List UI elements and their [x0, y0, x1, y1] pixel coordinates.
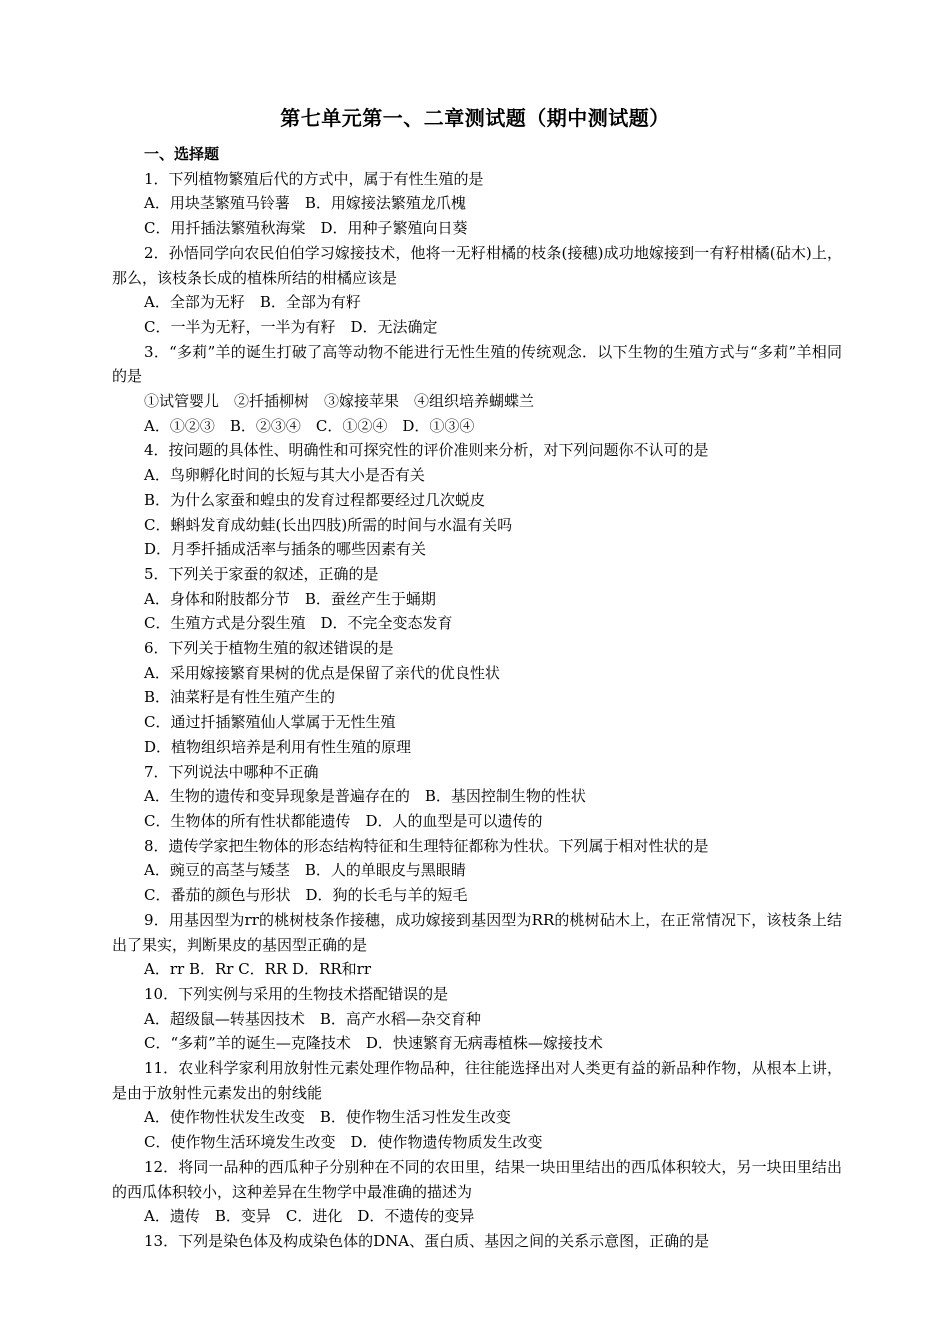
answer-option-line: B．为什么家蚕和蝗虫的发育过程都要经过几次蜕皮 — [144, 490, 486, 509]
answer-option-line: C．使作物生活环境发生改变 D．使作物遗传物质发生改变 — [144, 1133, 543, 1152]
question-stem: 9．用基因型为rr的桃树枝条作接穗，成功嫁接到基因型为RR的桃树砧木上，在正常情况下，该枝条上结出了果实，判断果皮的基因型正确的是 — [112, 910, 842, 954]
answer-option-line: A．全部为无籽 B．全部为有籽 — [144, 293, 361, 312]
question-stem: 11．农业科学家利用放射性元素处理作物品种，往往能选择出对人类更有益的新品种作物，从根本上讲，是由于放射性元素发出的射线能 — [112, 1059, 842, 1102]
answer-option-line: A．生物的遗传和变异现象是普遍存在的 B．基因控制生物的性状 — [144, 787, 586, 806]
answer-option-line: C．用扦插法繁殖秋海棠 D．用种子繁殖向日葵 — [144, 219, 468, 238]
answer-option-line: B．油菜籽是有性生殖产生的 — [144, 688, 336, 707]
answer-option-line: C．番茄的颜色与形状 D．狗的长毛与羊的短毛 — [144, 886, 468, 905]
answer-option-line: C．“多莉”羊的诞生—克隆技术 D．快速繁育无病毒植株—嫁接技术 — [144, 1034, 603, 1053]
answer-option-line: A．使作物性状发生改变 B．使作物生活习性发生改变 — [144, 1108, 511, 1127]
answer-option-line: C．蝌蚪发育成幼蛙(长出四肢)所需的时间与水温有关吗 — [144, 515, 513, 534]
answer-option-line: A．鸟卵孵化时间的长短与其大小是否有关 — [144, 466, 425, 485]
question-stem: 1．下列植物繁殖后代的方式中，属于有性生殖的是 — [144, 169, 484, 188]
answer-option-line: C．一半为无籽，一半为有籽 D．无法确定 — [144, 317, 438, 336]
answer-option-line: A．豌豆的高茎与矮茎 B．人的单眼皮与黑眼睛 — [144, 861, 466, 880]
question-stem: 10．下列实例与采用的生物技术搭配错误的是 — [144, 984, 449, 1003]
answer-option-line: C．生物体的所有性状都能遗传 D．人的血型是可以遗传的 — [144, 811, 543, 830]
answer-option-line: A．超级鼠—转基因技术 B．高产水稻—杂交育种 — [144, 1009, 481, 1028]
answer-option-line: A．用块茎繁殖马铃薯 B．用嫁接法繁殖龙爪槐 — [144, 194, 466, 213]
answer-option-line: A．①②③ B．②③④ C．①②④ D．①③④ — [144, 416, 475, 435]
section-heading: 一、选择题 — [144, 145, 220, 163]
question-stem: 8．遗传学家把生物体的形态结构特征和生理特征都称为性状。下列属于相对性状的是 — [144, 836, 709, 855]
question-stem: 13．下列是染色体及构成染色体的DNA、蛋白质、基因之间的关系示意图，正确的是 — [144, 1231, 710, 1250]
question-list — [112, 142, 842, 1254]
answer-option-line: D．月季扦插成活率与插条的哪些因素有关 — [144, 540, 427, 559]
question-stem: 12．将同一品种的西瓜种子分别种在不同的农田里，结果一块田里结出的西瓜体积较大，另一块田里结出的西瓜体积较小，这种差异在生物学中最准确的描述为 — [112, 1157, 842, 1201]
answer-option-line: ①试管婴儿 ②扦插柳树 ③嫁接苹果 ④组织培养蝴蝶兰 — [144, 392, 535, 411]
question-stem: 4．按问题的具体性、明确性和可探究性的评价准则来分析，对下列问题你不认可的是 — [144, 441, 709, 460]
answer-option-line: A．身体和附肢都分节 B．蚕丝产生于蛹期 — [144, 589, 436, 608]
answer-option-line: A．rr B．Rr C．RR D．RR和rr — [144, 960, 371, 979]
answer-option-line: A．遗传 B．变异 C．进化 D．不遗传的变异 — [144, 1207, 475, 1226]
answer-option-line: C．通过扦插繁殖仙人掌属于无性生殖 — [144, 713, 396, 732]
page-title: 第七单元第一、二章测试题（期中测试题） — [280, 106, 670, 130]
question-stem: 6．下列关于植物生殖的叙述错误的是 — [144, 639, 394, 658]
question-stem: 5．下列关于家蚕的叙述，正确的是 — [144, 564, 379, 583]
answer-option-line: A．采用嫁接繁育果树的优点是保留了亲代的优良性状 — [144, 663, 500, 682]
answer-option-line: D．植物组织培养是利用有性生殖的原理 — [144, 737, 412, 756]
answer-option-line: C．生殖方式是分裂生殖 D．不完全变态发育 — [144, 614, 453, 633]
question-stem: 7．下列说法中哪种不正确 — [144, 762, 319, 781]
question-stem: 3．“多莉”羊的诞生打破了高等动物不能进行无性生殖的传统观念．以下生物的生殖方式与“多莉”羊相同的是 — [112, 342, 842, 386]
question-stem: 2．孙悟同学向农民伯伯学习嫁接技术，他将一无籽柑橘的枝条(接穗)成功地嫁接到一有籽柑橘(砧木)上，那么，该枝条长成的植株所结的柑橘应该是 — [112, 243, 842, 287]
